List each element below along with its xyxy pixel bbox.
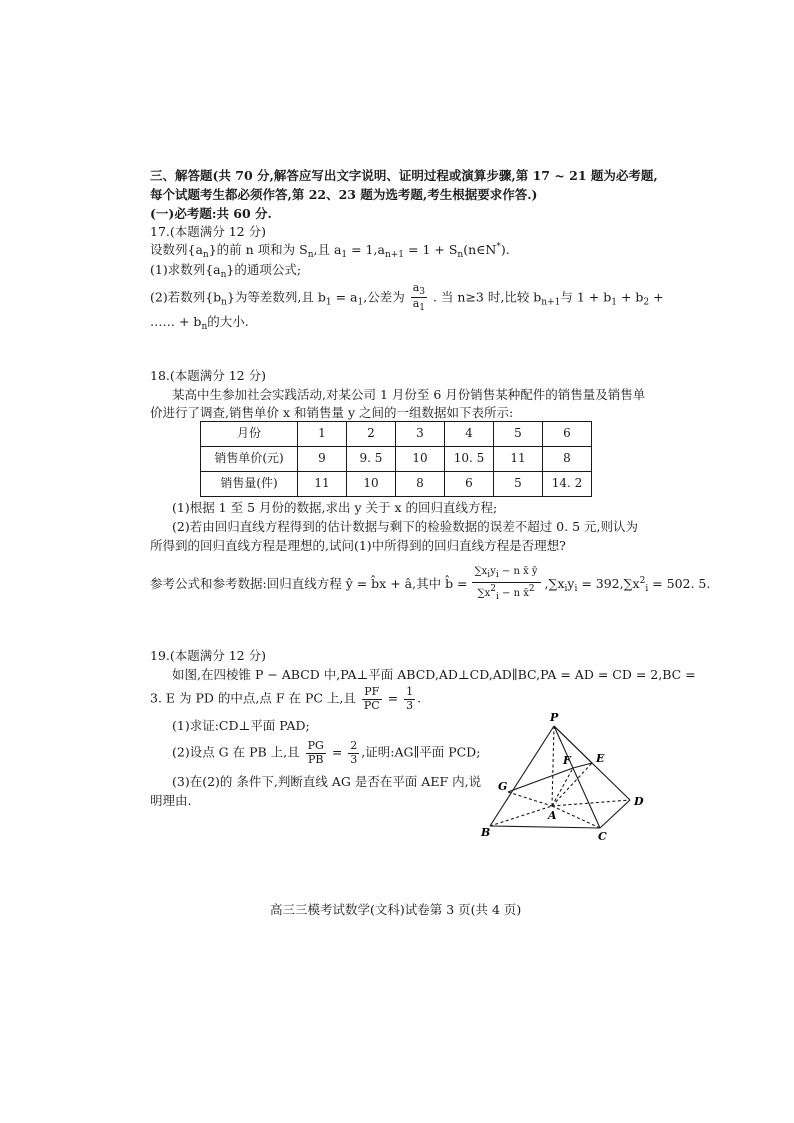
sales-data-table bbox=[200, 421, 592, 497]
edge-bc bbox=[490, 826, 600, 828]
edge-ac bbox=[552, 806, 600, 828]
table-cell: 5 bbox=[494, 472, 543, 497]
q19-part3-line1: (3)在(2)的 条件下,判断直线 AG 是否在平面 AEF 内,说 bbox=[172, 774, 482, 789]
table-cell: 4 bbox=[445, 422, 494, 447]
q17-common-difference-fraction: $\frac{a_3}{a_1}$ bbox=[412, 281, 425, 314]
table-cell: 1 bbox=[298, 422, 347, 447]
table-row bbox=[201, 472, 592, 497]
label-a: A bbox=[548, 809, 557, 822]
table-cell: 9 bbox=[298, 447, 347, 472]
q19-part1: (1)求证:CD⊥平面 PAD; bbox=[172, 718, 310, 733]
segment-gf bbox=[508, 768, 573, 792]
table-cell: 6 bbox=[543, 422, 592, 447]
segment-ae bbox=[552, 763, 592, 806]
label-g: G bbox=[498, 780, 508, 793]
label-e: E bbox=[596, 752, 605, 765]
table-cell: 11 bbox=[494, 447, 543, 472]
pf-pc-fraction: $\frac{PF}{PC}$ bbox=[363, 685, 380, 712]
q18-part2-line2: 所得到的回归直线方程是理想的,试问(1)中所得到的回归直线方程是否理想? bbox=[150, 538, 566, 553]
table-cell: 11 bbox=[298, 472, 347, 497]
q17-statement: 设数列$\{a_n\}$的前 n 项和为 $S_n$,且 $a_1 = 1,a_{n+1} = 1$ + $S_n(n\in N^*)$. bbox=[150, 242, 510, 260]
edge-cd bbox=[600, 800, 630, 828]
segment-af bbox=[552, 768, 573, 806]
table-cell: 8 bbox=[543, 447, 592, 472]
table-cell: 10. 5 bbox=[445, 447, 494, 472]
segment-pe bbox=[554, 726, 592, 763]
section-heading-line1: 三、解答题(共 70 分,解答应写出文字说明、证明过程或演算步骤,第 17 ~ 21 题为必考题, bbox=[150, 168, 658, 183]
two-thirds-fraction: $\frac{2}{3}$ bbox=[350, 739, 358, 766]
table-cell: 6 bbox=[445, 472, 494, 497]
q17-part2-line2: …… + $b_n$的大小. bbox=[150, 314, 249, 332]
q18-intro-line1: 某高中生参加社会实践活动,对某公司 1 月份至 6 月份销售某种配件的销售量及销售单 bbox=[172, 387, 646, 402]
regression-slope-fraction: $\frac{\text{∑xiyi − n x̄ ȳ}}{\text{∑x2i − n x̄2}}$ bbox=[472, 566, 541, 603]
q19-part3-line2: 明理由. bbox=[150, 793, 192, 808]
pg-pb-fraction: $\frac{PG}{PB}$ bbox=[307, 739, 324, 766]
table-header-month: 月份 bbox=[201, 422, 298, 447]
q17-part2: (2)若数列$\{b_n\}$为等差数列,且 $b_1 = a_1$,公差为 $\frac{a_3}{a_1}$ . 当 n≥3 时,比较 $b_{n+1}$与 $1 + b_1 + b_2$ + bbox=[150, 281, 664, 314]
q17-part1: (1)求数列$\{a_n\}$的通项公式; bbox=[150, 262, 302, 280]
q18-reference-formula: 参考公式和参考数据:回归直线方程 ŷ = b̂x + â,其中 b̂ = $\frac{\text{∑xiyi − n x̄ ȳ}}{\text{∑x2i − n x̄2}}$ $,\sum x_iy_i = 392,\sum x^2_i = 502$. 5. bbox=[150, 566, 711, 602]
table-cell: 2 bbox=[347, 422, 396, 447]
segment-fe bbox=[573, 763, 592, 768]
q19-statement-line1: 如图,在四棱锥 P − ABCD 中,PA⊥平面 ABCD,AD⊥CD,AD∥BC,PA = AD = CD = 2,BC = bbox=[172, 667, 696, 682]
q18-title: 18.(本题满分 12 分) bbox=[150, 368, 266, 383]
table-cell: 14. 2 bbox=[543, 472, 592, 497]
one-third-fraction: $\frac{1}{3}$ bbox=[406, 685, 414, 712]
edge-pc bbox=[554, 726, 600, 828]
q17-title: 17.(本题满分 12 分) bbox=[150, 224, 266, 239]
edge-pa bbox=[552, 726, 554, 806]
edge-pb bbox=[490, 726, 554, 826]
segment-ga bbox=[508, 792, 552, 806]
q19-title: 19.(本题满分 12 分) bbox=[150, 648, 266, 663]
table-cell: 8 bbox=[396, 472, 445, 497]
pyramid-figure bbox=[470, 708, 650, 843]
table-cell: 10 bbox=[396, 447, 445, 472]
label-c: C bbox=[598, 830, 607, 843]
table-cell: 5 bbox=[494, 422, 543, 447]
edge-ad bbox=[552, 800, 630, 806]
label-b: B bbox=[481, 826, 491, 839]
table-cell: 3 bbox=[396, 422, 445, 447]
page-footer: 高三三模考试数学(文科)试卷第 3 页(共 4 页) bbox=[270, 902, 522, 917]
q19-part2: (2)设点 G 在 PB 上,且 $\frac{PG}{PB}$ = $\frac{2}{3}$ ,证明:AG∥平面 PCD; bbox=[172, 739, 481, 766]
q18-part2-line1: (2)若由回归直线方程得到的估计数据与剩下的检验数据的误差不超过 0. 5 元,则认为 bbox=[172, 519, 638, 534]
table-cell: 9. 5 bbox=[347, 447, 396, 472]
table-cell: 10 bbox=[347, 472, 396, 497]
table-header-price: 销售单价(元) bbox=[201, 447, 298, 472]
required-section-label: (一)必考题:共 60 分. bbox=[150, 206, 272, 221]
section-heading-line2: 每个试题考生都必须作答,第 22、23 题为选考题,考生根据要求作答.) bbox=[150, 187, 538, 202]
label-d: D bbox=[634, 795, 644, 808]
label-f: F bbox=[563, 754, 571, 767]
label-p: P bbox=[550, 711, 559, 724]
table-row bbox=[201, 447, 592, 472]
table-row bbox=[201, 422, 592, 447]
edge-ba bbox=[490, 806, 552, 826]
q18-part1: (1)根据 1 至 5 月份的数据,求出 y 关于 x 的回归直线方程; bbox=[172, 500, 498, 515]
q18-intro-line2: 价进行了调查,销售单价 x 和销售量 y 之间的一组数据如下表所示: bbox=[150, 405, 514, 420]
table-header-volume: 销售量(件) bbox=[201, 472, 298, 497]
q19-statement-line2: 3. E 为 PD 的中点,点 F 在 PC 上,且 $\frac{PF}{PC}$ = $\frac{1}{3}$ . bbox=[150, 685, 422, 712]
